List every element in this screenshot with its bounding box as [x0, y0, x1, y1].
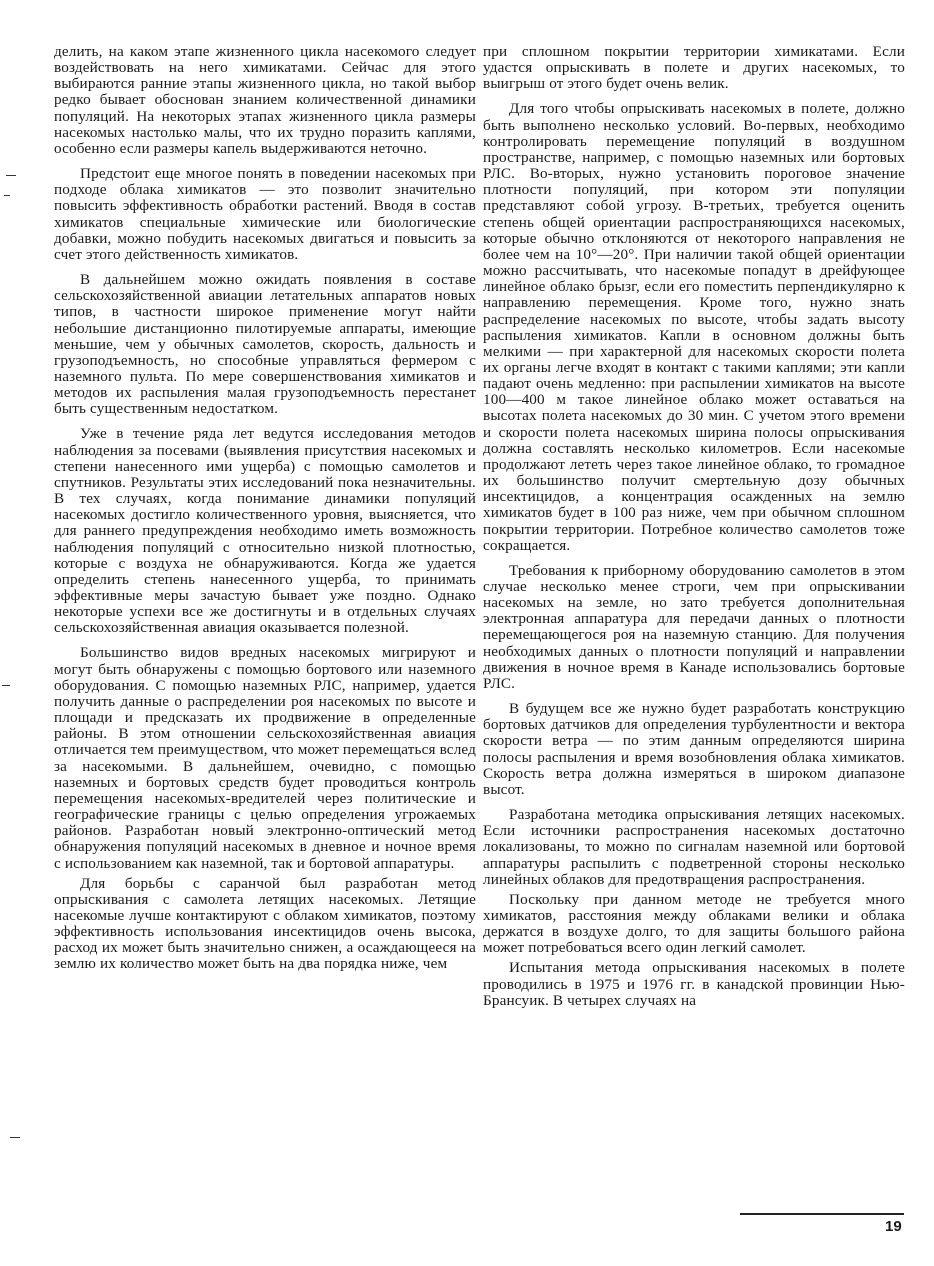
paragraph: В будущем все же нужно будет разработать конструкцию бортовых датчиков для определения турбулентности и вектора скорости ветра — по этим данным определяются ширина полосы распыления и время возобновления облака химикатов. Скорость ветра должна измеряться в широком диапазоне высот. — [483, 700, 905, 798]
paragraph: Испытания метода опрыскивания насекомых в полете проводились в 1975 и 1976 гг. в канадской провинции Нью-Брансуик. В четырех случаях на — [483, 959, 905, 1009]
scan-margin-mark — [4, 195, 10, 196]
paragraph: при сплошном покрытии территории химикатами. Если удастся опрыскивать в полете и других насекомых, то выигрыш от этого будет очень велик. — [483, 43, 905, 93]
scan-margin-mark — [6, 175, 16, 176]
paragraph: Большинство видов вредных насекомых мигрируют и могут быть обнаружены с помощью бортового или наземного оборудования. С помощью наземных РЛС, например, удается получить данные о распределении роя насекомых по высоте и площади и предсказать их продвижение в определенные районы. В этом отношении сельскохозяйственная авиация отличается тем преимуществом, что может перемещаться вслед за насекомыми. В дальнейшем, очевидно, с помощью наземных и бортовых средств будет проводиться контроль перемещения насекомых-вредителей через политические и географические границы с целью определения угрожаемых районов. Разработан новый электронно-оптический метод обнаружения популяций насекомых в дневное и ночное время с использованием как наземной, так и бортовой аппаратуры. — [54, 644, 476, 872]
paragraph: Уже в течение ряда лет ведутся исследования методов наблюдения за посевами (выявления присутствия насекомых и степени нанесенного ими ущерба) с помощью самолетов и спутников. Результаты этих исследований пока незначительны. В тех случаях, когда понимание динамики популяций насекомых достигло количественного уровня, выясняется, что для раннего предупреждения необходимо иметь возможность наблюдения популяций с относительно низкой плотностью, которые с воздуха не обнаруживаются. Когда же удается определить степень нанесенного ущерба, то принимать эффективные меры зачастую бывает уже поздно. Однако некоторые успехи все же достигнуты и в отдельных случаях сельскохозяйственная авиация оказывается полезной. — [54, 425, 476, 637]
page-number: 19 — [885, 1218, 902, 1235]
right-column — [483, 44, 905, 1018]
scan-margin-mark — [10, 1137, 20, 1138]
paragraph: Требования к приборному оборудованию самолетов в этом случае несколько менее строги, чем при опрыскивании насекомых на земле, но зато требуется дополнительная электронная аппаратура для передачи данных о плотности перемещающегося роя на наземную станцию. Для получения необходимых данных о плотности популяций и направлении движения в ночное время в Канаде использовались бортовые РЛС. — [483, 561, 905, 692]
paragraph: Поскольку при данном методе не требуется много химикатов, расстояния между облаками велики и облака держатся в воздухе долго, то для защиты большого района может потребоваться всего один легкий самолет. — [483, 890, 905, 957]
scan-margin-mark — [2, 685, 10, 686]
paragraph: Для борьбы с саранчой был разработан метод опрыскивания с самолета летящих насекомых. Летящие насекомые лучше контактируют с облаком химикатов, поэтому эффективность использования инсектицидов очень высока, расход их может быть значительно снижен, а осаждающееся на землю их количество может быть на два порядка ниже, чем — [54, 874, 476, 973]
footer-rule — [740, 1213, 904, 1215]
paragraph: Разработана методика опрыскивания летящих насекомых. Если источники распространения насекомых достаточно локализованы, то можно по сигналам наземной или бортовой аппаратуры распылить с подветренной стороны несколько линейных облаков для предотвращения распространения. — [483, 806, 905, 888]
paragraph: В дальнейшем можно ожидать появления в составе сельскохозяйственной авиации летательных аппаратов новых типов, в частности широкое применение могут найти небольшие дистанционно пилотируемые аппараты, имеющие меньшие, чем у обычных самолетов, скорость, дальность и грузоподъемность, но способные управляться фермером с наземного пульта. По мере совершенствования химикатов и методов их распыления малая грузоподъемность перестанет быть существенным недостатком. — [54, 271, 476, 418]
paragraph: делить, на каком этапе жизненного цикла насекомого следует воздействовать на него химикатами. Сейчас для этого выбираются ранние этапы жизненного цикла, но такой выбор редко бывает обоснован знанием количественной динамики популяций. На некоторых этапах жизненного цикла размеры насекомых настолько малы, что их трудно поразить каплями, особенно если размеры капель выдерживаются неточно. — [54, 43, 476, 157]
left-column — [54, 44, 476, 982]
paragraph: Предстоит еще многое понять в поведении насекомых при подходе облака химикатов — это позволит значительно повысить эффективность обработки растений. Вводя в состав химикатов специальные химические или биологические добавки, можно побудить насекомых двигаться и повысить за счет этого действенность химикатов. — [54, 165, 476, 263]
paragraph: Для того чтобы опрыскивать насекомых в полете, должно быть выполнено несколько условий. Во-первых, необходимо контролировать перемещение популяций в воздушном пространстве, например, с помощью наземных или бортовых РЛС. Во-вторых, нужно установить пороговое значение плотности популяций, при котором эти популяции представляют собой угрозу. В-третьих, требуется оценить степень общей ориентации распространяющихся насекомых, которые обычно отклоняются от некоторого направления не более чем на 10°—20°. При наличии такой общей ориентации можно рассчитывать, что насекомые попадут в дрейфующее линейное облако брызг, если его поместить перпендикулярно к направлению перемещения. Кроме того, нужно знать распределение насекомых по высоте, чтобы задать высоту распыления химикатов. Капли в основном должны быть мелкими — при характерной для насекомых скорости полета их органы легче входят в контакт с такими каплями; эти капли падают очень медленно: при распылении химикатов на высоте 100—400 м такое линейное облако может оставаться на высотах полета насекомых до 30 мин. С учетом этого времени и скорости полета насекомых ширина полосы опрыскивания должна составлять несколько километров. Если насекомые продолжают лететь через такое линейное облако, то громадное их большинство получит смертельную дозу обычных инсектицидов, а концентрация осажденных на землю химикатов будет в 100 раз ниже, чем при обычном сплошном покрытии территории. Потребное количество самолетов тоже сокращается. — [483, 100, 905, 554]
